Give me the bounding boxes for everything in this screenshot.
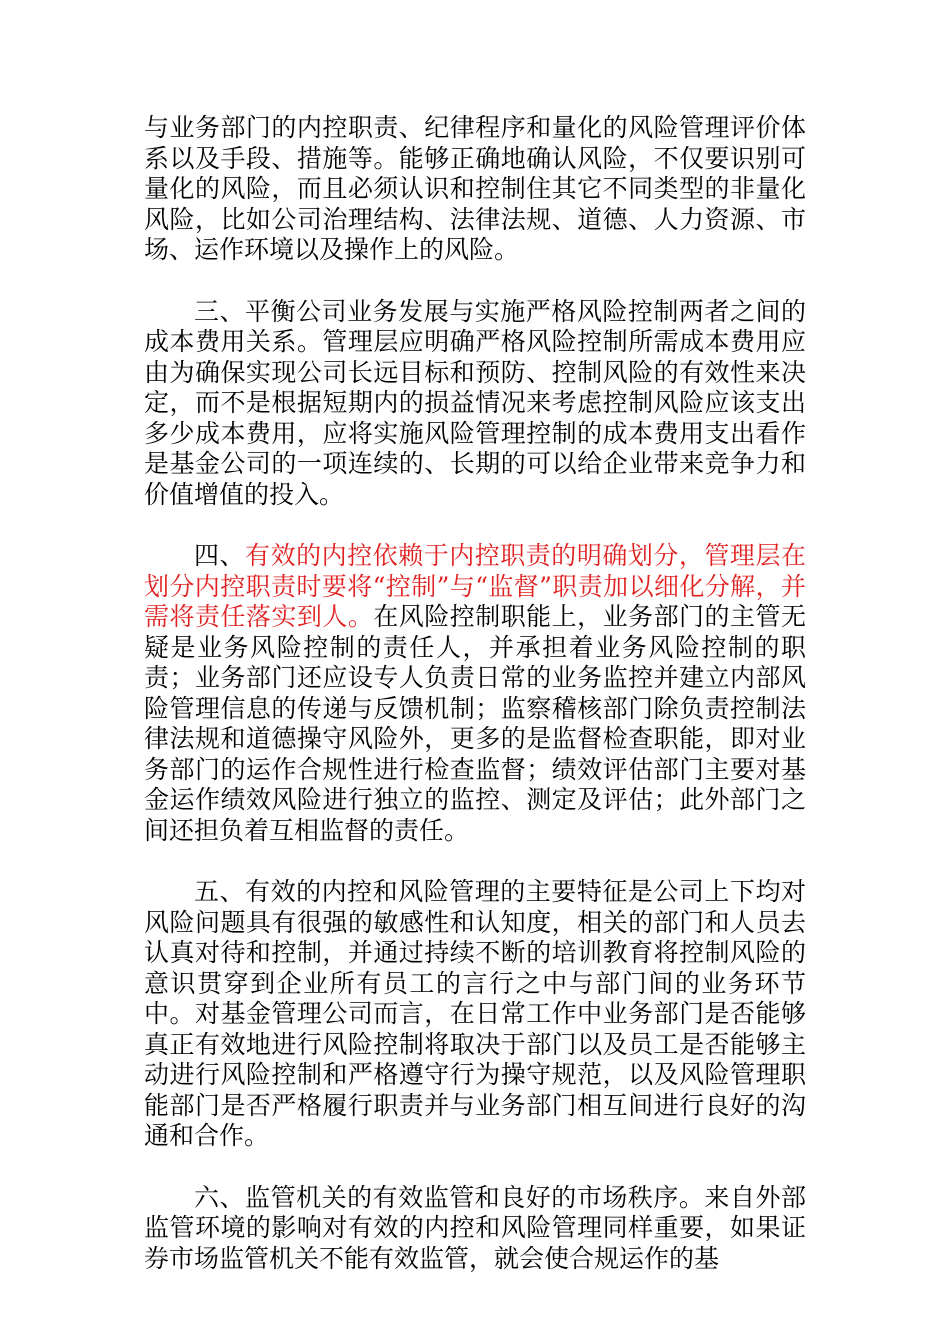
paragraph-text: 三、平衡公司业务发展与实施严格风险控制两者之间的成本费用关系。管理层应明确严格风险控制所需成本费用应由为确保实现公司长远目标和预防、控制风险的有效性来决定，而不是根据短期内的损益情况来考虑控制风险应该支出多少成本费用，应将实施风险管理控制的成本费用支出看作是基金公司的一项连续的、长期的可以给企业带来竞争力和价值增值的投入。 xyxy=(144,296,806,509)
paragraph-text: 五、有效的内控和风险管理的主要特征是公司上下均对风险问题具有很强的敏感性和认知度，相关的部门和人员去认真对待和控制，并通过持续不断的培训教育将控制风险的意识贯穿到企业所有员工的言行之中与部门间的业务环节中。对基金管理公司而言，在日常工作中业务部门是否能够真正有效地进行风险控制将取决于部门以及员工是否能够主动进行风险控制和严格遵守行为操守规范，以及风险管理职能部门是否严格履行职责并与业务部门相互间进行良好的沟通和合作。 xyxy=(144,877,806,1150)
paragraph-three xyxy=(144,297,806,511)
document-page xyxy=(144,113,806,1305)
highlighted-text: 有效的内控依赖于内控职责的明确划分，管理层在划分内控职责时要将“控制”与“监督”职责加以细化分解，并需将责任落实到人。 xyxy=(144,541,806,631)
paragraph-continuation xyxy=(144,113,806,266)
paragraph-six xyxy=(144,1183,806,1275)
paragraph-prefix: 四、 xyxy=(194,541,246,570)
paragraph-text: 六、监管机关的有效监管和良好的市场秩序。来自外部监管环境的影响对有效的内控和风险管理同样重要，如果证券市场监管机关不能有效监管，就会使合规运作的基 xyxy=(144,1182,806,1273)
paragraph-four xyxy=(144,541,806,846)
paragraph-text: 与业务部门的内控职责、纪律程序和量化的风险管理评价体系以及手段、措施等。能够正确地确认风险，不仅要识别可量化的风险，而且必须认识和控制住其它不同类型的非量化风险，比如公司治理结构、法律法规、道德、人力资源、市场、运作环境以及操作上的风险。 xyxy=(144,113,806,264)
paragraph-text: 在风险控制职能上，业务部门的主管无疑是业务风险控制的责任人，并承担着业务风险控制的职责；业务部门还应设专人负责日常的业务监控并建立内部风险管理信息的传递与反馈机制；监察稽核部门除负责控制法律法规和道德操守风险外，更多的是监督检查职能，即对业务部门的运作合规性进行检查监督；绩效评估部门主要对基金运作绩效风险进行独立的监控、测定及评估；此外部门之间还担负着互相监督的责任。 xyxy=(144,602,806,845)
paragraph-five xyxy=(144,877,806,1152)
